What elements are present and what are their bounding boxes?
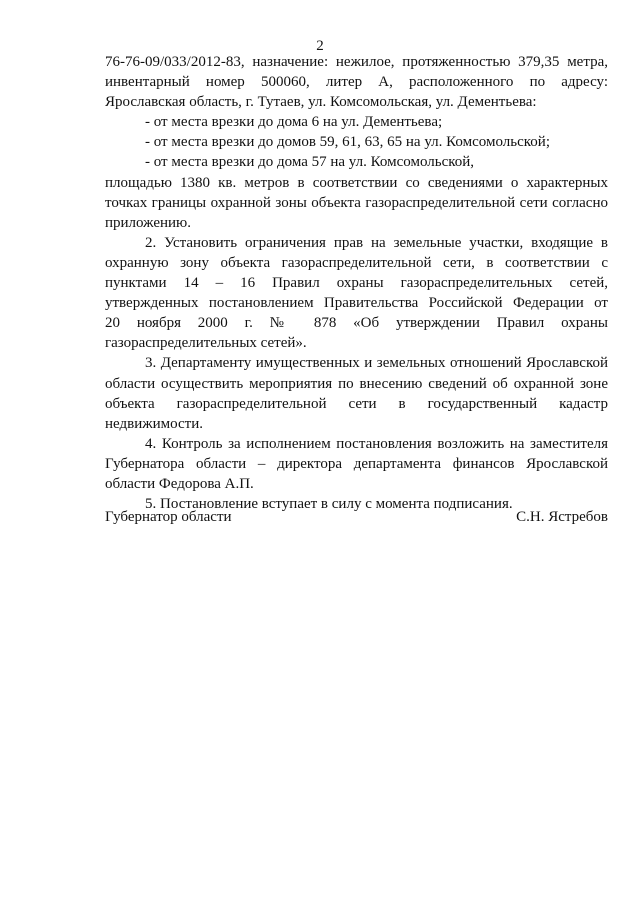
clause-line: 3. Департаменту имущественных и земельных отношений Ярославской	[145, 355, 608, 372]
clause-line: области осуществить мероприятия по внесению сведений об охранной зоне	[105, 375, 608, 392]
list-item: - от места врезки до домов 59, 61, 63, 65 на ул. Комсомольской;	[145, 134, 550, 151]
paragraph-line: инвентарный номер 500060, литер А, расположенного по адресу:	[105, 74, 608, 91]
list-item: - от места врезки до дома 6 на ул. Дементьева;	[145, 114, 443, 131]
paragraph-line: 76-76-09/033/2012-83, назначение: нежилое, протяженностью 379,35 метра,	[105, 54, 608, 70]
signature-block	[105, 507, 608, 527]
clause-line: 2. Установить ограничения прав на земельные участки, входящие в	[145, 234, 608, 251]
clause-line: утвержденных постановлением Правительства Российской Федерации от	[105, 295, 608, 312]
clause-line: 5. Постановление вступает в силу с момента подписания.	[145, 496, 513, 513]
paragraph-line: Ярославская область, г. Тутаев, ул. Комсомольская, ул. Дементьева:	[105, 94, 537, 111]
clause-line: 4. Контроль за исполнением постановления возложить на заместителя	[145, 435, 608, 452]
clause-line: недвижимости.	[105, 415, 203, 432]
document-body	[105, 52, 608, 514]
signatory-name: С.Н. Ястребов	[516, 509, 608, 525]
paragraph-line: точках границы охранной зоны объекта газораспределительной сети согласно	[105, 194, 608, 211]
page-number: 2	[316, 38, 324, 54]
clause-line: объекта газораспределительной сети в государственный кадастр	[105, 395, 608, 412]
paragraph-line: площадью 1380 кв. метров в соответствии со сведениями о характерных	[105, 174, 608, 191]
clause-line: охранную зону объекта газораспределительной сети, в соответствии с	[105, 254, 608, 271]
clause-line: пунктами 14 – 16 Правил охраны газораспределительных сетей,	[105, 275, 608, 292]
paragraph-line: приложению.	[105, 214, 192, 231]
clause-line: газораспределительных сетей».	[105, 335, 307, 352]
clause-line: области Федорова А.П.	[105, 475, 254, 492]
list-item: - от места врезки до дома 57 на ул. Комсомольской,	[145, 154, 475, 171]
signatory-position: Губернатор области	[105, 509, 232, 525]
clause-line: 20 ноября 2000 г. № 878 «Об утверждении Правил охраны	[105, 315, 608, 332]
clause-line: Губернатора области – директора департамента финансов Ярославской	[105, 455, 608, 472]
